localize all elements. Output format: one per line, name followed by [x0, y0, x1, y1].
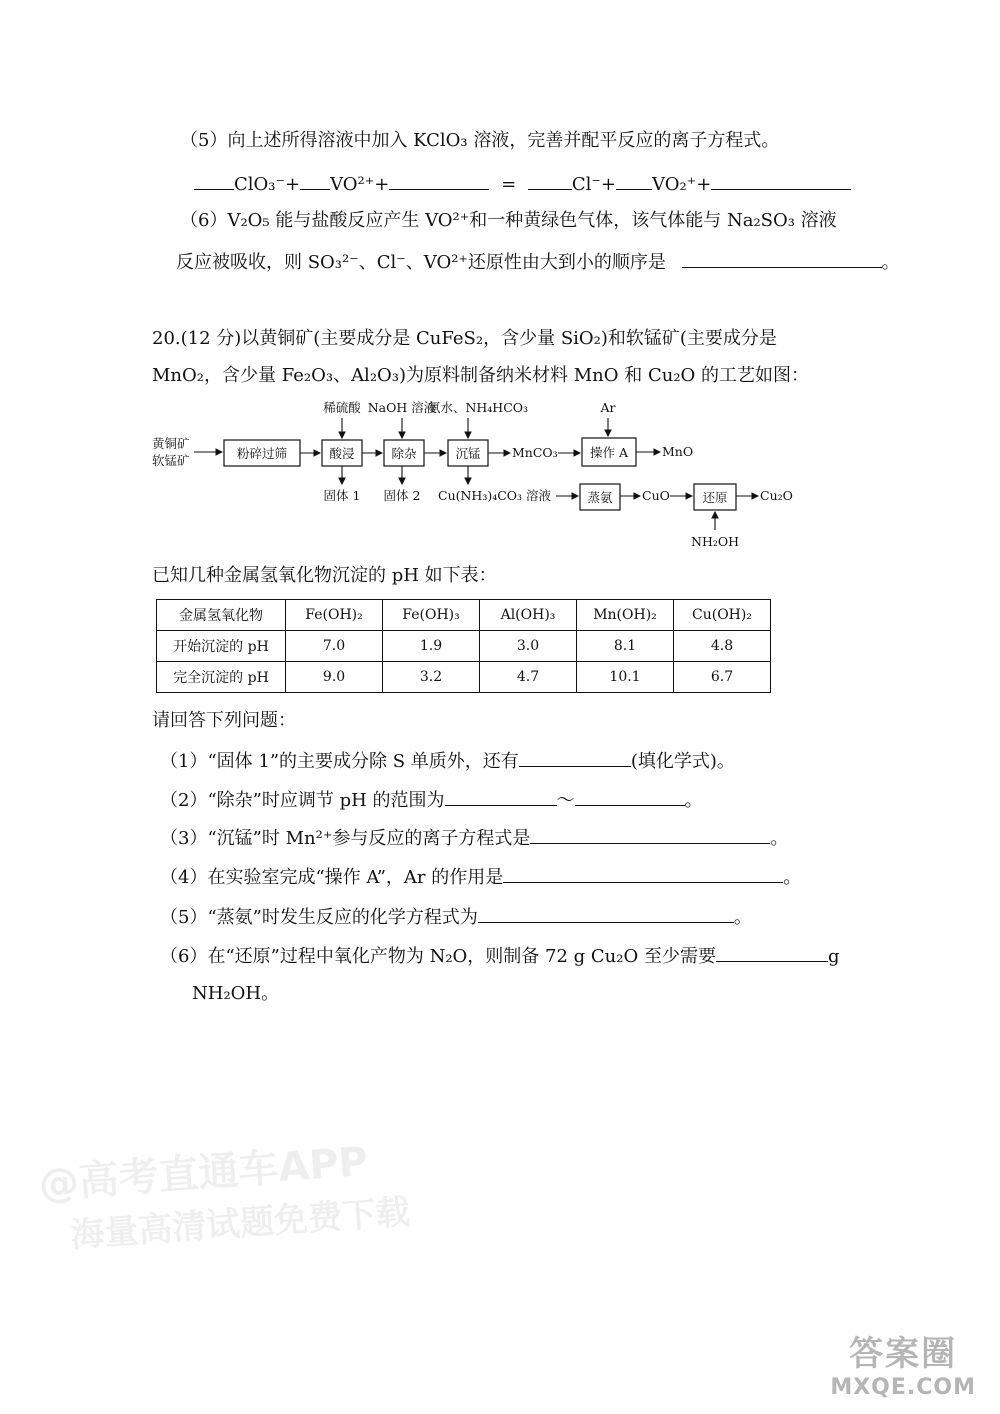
reagent-acid: 稀硫酸 — [323, 400, 361, 415]
sub-question-6-cont: NH₂OH。 — [192, 983, 280, 1004]
table-row — [157, 631, 771, 662]
table-cell: 8.1 — [577, 631, 674, 662]
answer-blank[interactable] — [478, 906, 734, 923]
answer-blank[interactable] — [711, 173, 851, 190]
raw-material-2: 软锰矿 — [152, 453, 190, 468]
ask-label: 请回答下列问题： — [152, 710, 296, 731]
table-cell: 3.2 — [383, 662, 480, 693]
raw-material-1: 黄铜矿 — [152, 436, 190, 451]
q19-part5-text: （5）向上述所得溶液中加入 KClO₃ 溶液，完善并配平反应的离子方程式。 — [180, 130, 780, 151]
cu-complex-label: Cu(NH₃)₄CO₃ 溶液 — [438, 488, 552, 503]
s5-text: （5）“蒸氨”时发生反应的化学方程式为 — [160, 907, 478, 928]
answer-blank[interactable] — [503, 866, 783, 883]
sub-question-4 — [160, 866, 801, 887]
answer-blank[interactable] — [389, 173, 489, 190]
answer-blank[interactable] — [445, 789, 557, 806]
corner-logo-text: 答案圈 — [849, 1334, 958, 1374]
period: 。 — [733, 907, 752, 928]
ph-table — [156, 599, 771, 693]
s1-suffix: (填化学式)。 — [630, 751, 735, 772]
reagent-ar: Ar — [600, 400, 616, 415]
process-flowchart — [148, 398, 808, 558]
table-cell: 9.0 — [286, 662, 383, 693]
eq-cl: Cl⁻+ — [571, 174, 617, 195]
table-header-cell: 金属氢氧化物 — [157, 600, 286, 631]
table-cell: 3.0 — [480, 631, 577, 662]
answer-blank[interactable] — [300, 173, 330, 190]
eq-equals: = — [501, 174, 517, 195]
reduce-label: 还原 — [702, 490, 728, 505]
precip-mn-label: 沉锰 — [455, 446, 481, 461]
reagent-nh3: 氨水、NH₄HCO₃ — [427, 400, 529, 415]
mnco3-label: MnCO₃ — [512, 445, 558, 460]
answer-blank[interactable] — [716, 945, 828, 962]
s1-text: （1）“固体 1”的主要成分除 S 单质外，还有 — [160, 751, 519, 772]
table-intro: 已知几种金属氢氧化物沉淀的 pH 如下表： — [152, 565, 497, 586]
answer-blank[interactable] — [682, 251, 882, 268]
watermark-line2: 海量高清试题免费下载 — [69, 1192, 412, 1256]
table-cell: 6.7 — [674, 662, 771, 693]
cu2o-label: Cu₂O — [760, 488, 793, 503]
solid-2: 固体 2 — [383, 488, 421, 503]
period: 。 — [770, 828, 789, 849]
impurity-label: 除杂 — [391, 446, 417, 461]
op-a-label: 操作 A — [589, 445, 629, 460]
s3-text: （3）“沉锰”时 Mn²⁺参与反应的离子方程式是 — [160, 828, 531, 849]
answer-blank[interactable] — [194, 173, 234, 190]
s4-text: （4）在实验室完成“操作 A”，Ar 的作用是 — [160, 867, 504, 888]
answer-blank[interactable] — [575, 789, 685, 806]
crush-label: 粉碎过筛 — [236, 446, 288, 461]
answer-blank[interactable] — [519, 750, 631, 767]
corner-logo — [830, 1326, 976, 1400]
acid-leach-label: 酸浸 — [329, 446, 355, 461]
table-cell: 4.8 — [674, 631, 771, 662]
period: 。 — [684, 790, 703, 811]
answer-blank[interactable] — [530, 827, 770, 844]
table-cell: 4.7 — [480, 662, 577, 693]
range-sep: ～ — [556, 790, 575, 811]
sub-question-3 — [160, 827, 788, 848]
cuo-label: CuO — [642, 488, 670, 503]
watermark — [37, 1127, 411, 1258]
mno-label: MnO — [662, 444, 694, 459]
answer-blank[interactable] — [528, 173, 572, 190]
table-cell: 1.9 — [383, 631, 480, 662]
q20-intro-line2: MnO₂，含少量 Fe₂O₃、Al₂O₃)为原料制备纳米材料 MnO 和 Cu₂O 的工艺如图： — [152, 365, 810, 386]
q19-part6-text: 反应被吸收，则 SO₃²⁻、Cl⁻、VO²⁺还原性由大到小的顺序是 — [176, 252, 666, 273]
eq-clo3: ClO₃⁻+ — [234, 174, 301, 195]
period: 。 — [881, 252, 900, 273]
nh2oh-label: NH₂OH — [691, 534, 739, 549]
watermark-line1: @高考直通车APP — [37, 1138, 370, 1208]
table-header-row — [157, 600, 771, 631]
table-cell: 开始沉淀的 pH — [157, 631, 286, 662]
sub-question-5 — [160, 906, 752, 927]
q20-intro-line1: 20.(12 分)以黄铜矿(主要成分是 CuFeS₂，含少量 SiO₂)和软锰矿(主要成分是 — [152, 328, 777, 349]
steam-nh3-label: 蒸氨 — [587, 490, 613, 505]
table-cell: 7.0 — [286, 631, 383, 662]
table-row — [157, 662, 771, 693]
solid-1: 固体 1 — [323, 488, 361, 503]
reagent-naoh: NaOH 溶液 — [367, 400, 437, 415]
q19-part6-line2 — [176, 251, 900, 272]
eq-vo2: VO²⁺+ — [330, 174, 390, 195]
table-header-cell: Al(OH)₃ — [480, 600, 577, 631]
corner-logo-url: MXQE.COM — [830, 1375, 976, 1400]
sub-question-2 — [160, 789, 703, 810]
answer-blank[interactable] — [616, 173, 652, 190]
q19-part5-equation — [194, 173, 851, 194]
sub-question-1 — [160, 750, 735, 771]
s2-text: （2）“除杂”时应调节 pH 的范围为 — [160, 790, 445, 811]
unit-g: g — [827, 946, 840, 967]
table-cell: 完全沉淀的 pH — [157, 662, 286, 693]
table-header-cell: Fe(OH)₂ — [286, 600, 383, 631]
table-header-cell: Mn(OH)₂ — [577, 600, 674, 631]
table-cell: 10.1 — [577, 662, 674, 693]
period: 。 — [783, 867, 802, 888]
q19-part6-line1: （6）V₂O₅ 能与盐酸反应产生 VO²⁺和一种黄绿色气体，该气体能与 Na₂SO₃ 溶液 — [180, 210, 837, 231]
table-header-cell: Fe(OH)₃ — [383, 600, 480, 631]
s6-text: （6）在“还原”过程中氧化产物为 N₂O，则制备 72 g Cu₂O 至少需要 — [160, 946, 716, 967]
eq-vo2plus: VO₂⁺+ — [652, 174, 712, 195]
sub-question-6 — [160, 945, 839, 966]
table-header-cell: Cu(OH)₂ — [674, 600, 771, 631]
